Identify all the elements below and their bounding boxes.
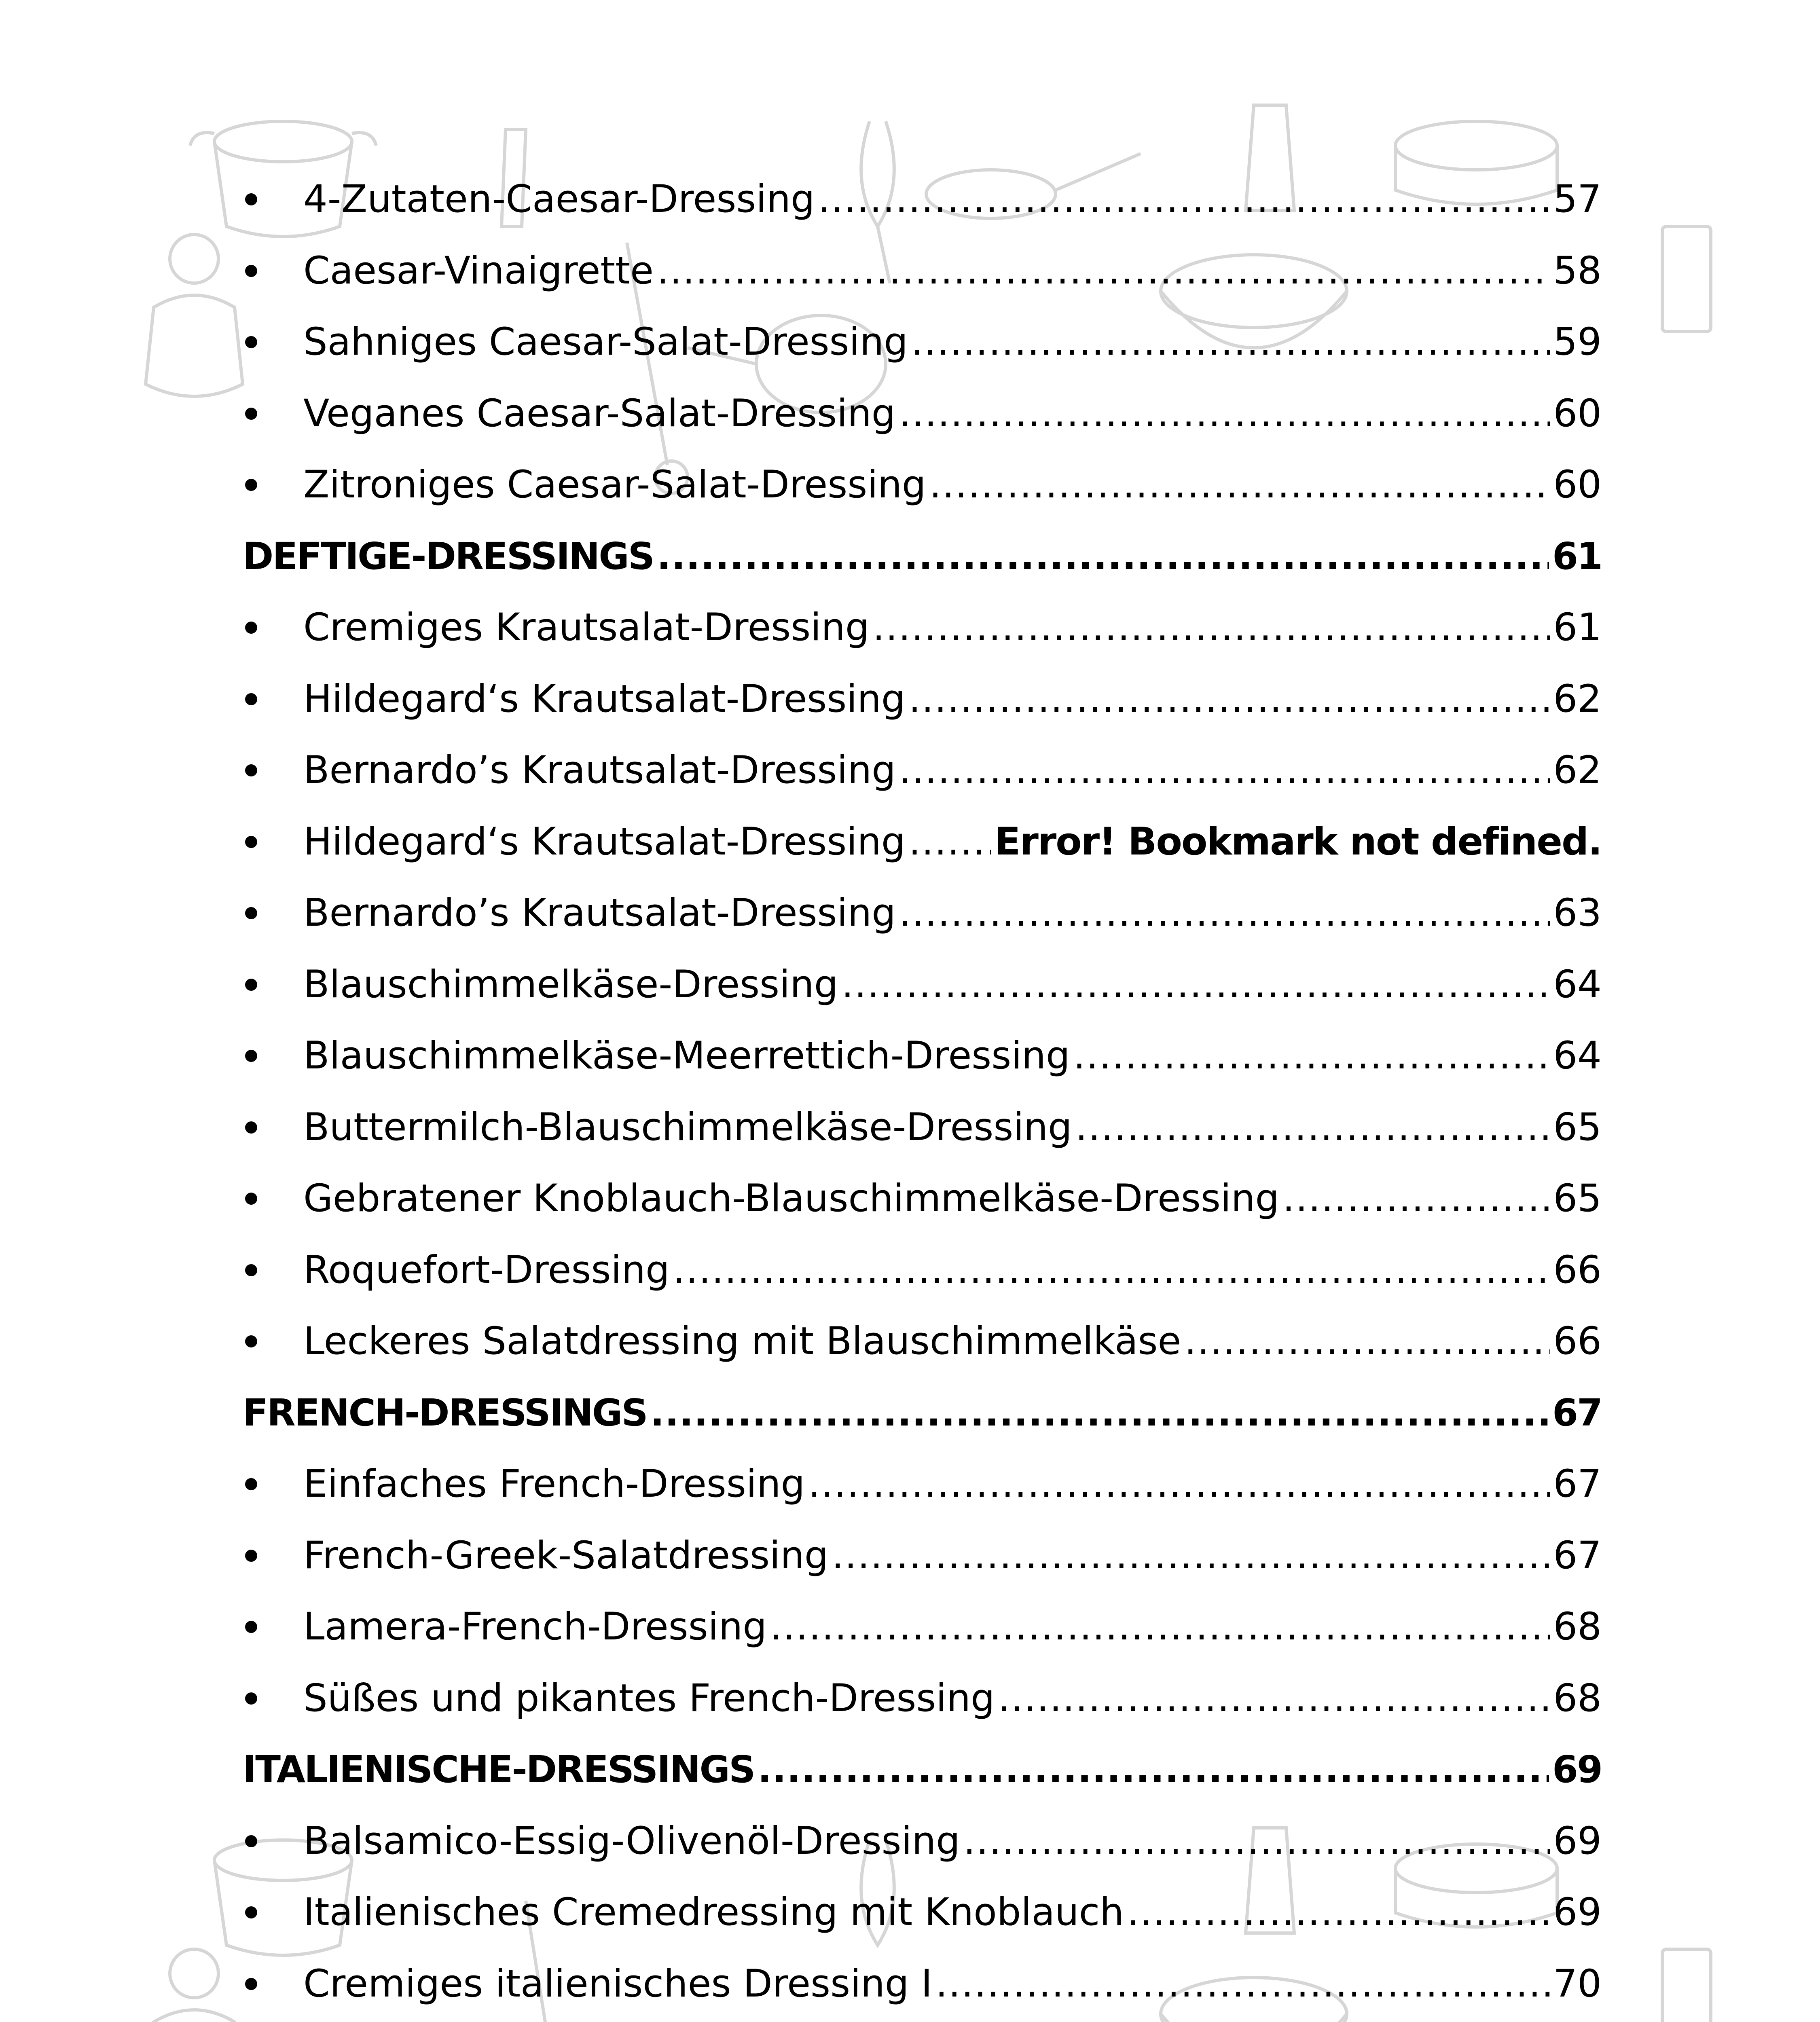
toc-entry-line: [243, 1890, 1602, 1935]
toc-entry-title: Sahniges Caesar-Salat-Dressing: [303, 320, 908, 364]
toc-entry[interactable]: [243, 735, 1602, 806]
dot-leader: [818, 180, 1550, 218]
toc-page-number: 67: [1553, 1462, 1602, 1506]
toc-entry-title: FRENCH-DRESSINGS: [243, 1391, 647, 1434]
toc-entry-title: Cremiges italienisches Dressing I: [303, 1961, 933, 2006]
toc-entry-title: Bernardo’s Krautsalat-Dressing: [303, 891, 896, 935]
toc-entry-line: [243, 1961, 1602, 2006]
toc-entry[interactable]: [243, 235, 1602, 307]
bullet-icon: [245, 408, 257, 420]
dot-leader: [1127, 1893, 1550, 1931]
toc-page-number: 60: [1553, 463, 1602, 507]
bullet-icon: [245, 1550, 257, 1562]
dot-leader: [873, 609, 1550, 647]
toc-entry-line: [243, 248, 1602, 293]
toc-entry[interactable]: [243, 1163, 1602, 1235]
grater-icon: [1662, 226, 1711, 332]
toc-entry-title: Hildegard‘s Krautsalat-Dressing: [303, 819, 906, 864]
toc-page-number: 68: [1553, 1676, 1602, 1720]
toc-page-number: 66: [1553, 1319, 1602, 1364]
toc-entry[interactable]: [243, 1306, 1602, 1377]
toc-entry-line: [243, 534, 1602, 578]
bullet-icon: [245, 265, 257, 277]
toc-entry-title: Blauschimmelkäse-Meerrettich-Dressing: [303, 1034, 1070, 1078]
toc-page-number: 70: [1553, 1961, 1602, 2006]
toc-page-number: 57: [1553, 177, 1602, 222]
dot-leader: [899, 751, 1550, 789]
toc-entry-line: [243, 1391, 1602, 1434]
toc-section-heading[interactable]: [243, 521, 1602, 592]
toc-entry-title: Hildegard‘s Krautsalat-Dressing: [303, 677, 906, 721]
toc-page-number: 69: [1553, 1819, 1602, 1863]
toc-entry-line: [243, 1248, 1602, 1292]
toc-page-number: 67: [1553, 1533, 1602, 1578]
toc-entry-title: Cremiges Krautsalat-Dressing: [303, 605, 870, 650]
toc-entry[interactable]: [243, 1235, 1602, 1306]
dot-leader: [808, 1465, 1550, 1503]
toc-page-number: Error! Bookmark not defined.: [995, 819, 1602, 864]
toc-page-number: 59: [1553, 320, 1602, 364]
toc-entry-title: Gebratener Knoblauch-Blauschimmelkäse-Dressing: [303, 1176, 1280, 1221]
toc-entry-title: Bernardo’s Krautsalat-Dressing: [303, 748, 896, 793]
dot-leader: [998, 1679, 1550, 1717]
toc-entry-title: 4-Zutaten-Caesar-Dressing: [303, 177, 815, 222]
toc-entry[interactable]: [243, 878, 1602, 949]
toc-entry[interactable]: [243, 1520, 1602, 1592]
toc-entry-line: [243, 391, 1602, 436]
toc-entry-line: [243, 1034, 1602, 1078]
toc-entry[interactable]: [243, 1806, 1602, 1877]
toc-entry-line: [243, 677, 1602, 721]
toc-entry-line: [243, 891, 1602, 935]
toc-page-number: 60: [1553, 391, 1602, 436]
toc-entry-title: DEFTIGE-DRESSINGS: [243, 534, 654, 578]
toc-entry-title: Süßes und pikantes French-Dressing: [303, 1676, 995, 1720]
toc-entry[interactable]: [243, 1591, 1602, 1663]
dot-leader: [657, 538, 1549, 575]
dot-leader: [909, 823, 992, 861]
toc-entry[interactable]: [243, 1092, 1602, 1163]
dot-leader: [909, 680, 1550, 718]
toc-page-number: 65: [1553, 1176, 1602, 1221]
toc-page-number: 62: [1553, 748, 1602, 793]
table-of-contents: [243, 164, 1602, 2020]
lidded-pot-icon: [146, 235, 243, 396]
toc-page-number: 64: [1553, 962, 1602, 1007]
toc-entry[interactable]: [243, 164, 1602, 235]
toc-page-number: 69: [1553, 1890, 1602, 1935]
toc-entry-title: Blauschimmelkäse-Dressing: [303, 962, 838, 1007]
toc-page-number: 58: [1553, 248, 1602, 293]
toc-entry-line: [243, 463, 1602, 507]
dot-leader: [899, 395, 1550, 433]
toc-entry-title: Roquefort-Dressing: [303, 1248, 670, 1292]
toc-entry-line: [243, 1533, 1602, 1578]
bullet-icon: [245, 1835, 257, 1847]
dot-leader: [832, 1537, 1550, 1575]
toc-entry-line: [243, 1605, 1602, 1649]
toc-page-number: 65: [1553, 1105, 1602, 1149]
toc-entry-title: French-Greek-Salatdressing: [303, 1533, 829, 1578]
dot-leader: [770, 1608, 1550, 1646]
toc-entry[interactable]: [243, 378, 1602, 450]
toc-entry[interactable]: [243, 1948, 1602, 2020]
toc-page-number: 68: [1553, 1605, 1602, 1649]
toc-entry-line: [243, 1819, 1602, 1863]
dot-leader: [1184, 1322, 1550, 1360]
toc-entry-title: Veganes Caesar-Salat-Dressing: [303, 391, 896, 436]
toc-entry[interactable]: [243, 592, 1602, 664]
toc-entry-line: [243, 1105, 1602, 1149]
dot-leader: [1075, 1108, 1550, 1146]
dot-leader: [673, 1251, 1550, 1289]
toc-entry[interactable]: [243, 664, 1602, 735]
toc-entry[interactable]: [243, 1449, 1602, 1520]
toc-entry-line: [243, 819, 1602, 864]
bullet-icon: [245, 979, 257, 991]
toc-entry-line: [243, 1319, 1602, 1364]
dot-leader: [929, 466, 1550, 504]
dot-leader: [963, 1822, 1550, 1860]
toc-page-number: 64: [1553, 1034, 1602, 1078]
toc-entry-title: Einfaches French-Dressing: [303, 1462, 805, 1506]
dot-leader: [899, 894, 1550, 932]
toc-entry-title: Leckeres Salatdressing mit Blauschimmelkäse: [303, 1319, 1181, 1364]
toc-page-number: 66: [1553, 1248, 1602, 1292]
toc-page-number: 63: [1553, 891, 1602, 935]
dot-leader: [911, 323, 1550, 361]
toc-entry-title: Caesar-Vinaigrette: [303, 248, 654, 293]
toc-entry[interactable]: [243, 1663, 1602, 1734]
bullet-icon: [245, 693, 257, 705]
toc-page-number: 69: [1552, 1748, 1602, 1791]
toc-entry-line: [243, 962, 1602, 1007]
toc-section-heading[interactable]: [243, 1734, 1602, 1806]
toc-entry[interactable]: [243, 307, 1602, 378]
toc-entry-title: Balsamico-Essig-Olivenöl-Dressing: [303, 1819, 960, 1863]
toc-entry-line: [243, 1462, 1602, 1506]
dot-leader: [1282, 1180, 1550, 1218]
toc-page-number: 61: [1552, 534, 1602, 578]
toc-entry-title: Italienisches Cremedressing mit Knoblauch: [303, 1890, 1124, 1935]
toc-entry[interactable]: [243, 1020, 1602, 1092]
toc-entry[interactable]: [243, 449, 1602, 521]
grater-icon: [1662, 1949, 1711, 2022]
toc-page-number: 62: [1553, 677, 1602, 721]
dot-leader: [935, 1965, 1550, 2003]
toc-entry-line: [243, 1176, 1602, 1221]
toc-entry-line: [243, 177, 1602, 222]
toc-section-heading[interactable]: [243, 1377, 1602, 1449]
dot-leader: [650, 1394, 1549, 1432]
dot-leader: [657, 252, 1550, 290]
toc-entry-line: [243, 320, 1602, 364]
dot-leader: [841, 966, 1550, 1004]
toc-page-number: 61: [1553, 605, 1602, 650]
toc-entry-line: [243, 1676, 1602, 1720]
lidded-pot-icon: [146, 1949, 243, 2022]
toc-page-number: 67: [1552, 1391, 1602, 1434]
toc-entry[interactable]: [243, 949, 1602, 1021]
bullet-icon: [245, 836, 257, 848]
toc-entry-title: Buttermilch-Blauschimmelkäse-Dressing: [303, 1105, 1072, 1149]
toc-entry-line: [243, 1748, 1602, 1791]
toc-entry-title: Lamera-French-Dressing: [303, 1605, 767, 1649]
toc-entry-line: [243, 748, 1602, 793]
toc-entry-title: Zitroniges Caesar-Salat-Dressing: [303, 463, 926, 507]
bullet-icon: [245, 1692, 257, 1705]
toc-entry[interactable]: [243, 1877, 1602, 1948]
toc-entry-line: [243, 605, 1602, 650]
dot-leader: [758, 1751, 1549, 1788]
toc-entry[interactable]: [243, 806, 1602, 878]
bullet-icon: [245, 1121, 257, 1134]
bullet-icon: [245, 1264, 257, 1276]
toc-entry-title: ITALIENISCHE-DRESSINGS: [243, 1748, 755, 1791]
bullet-icon: [245, 1978, 257, 1990]
dot-leader: [1073, 1037, 1550, 1075]
